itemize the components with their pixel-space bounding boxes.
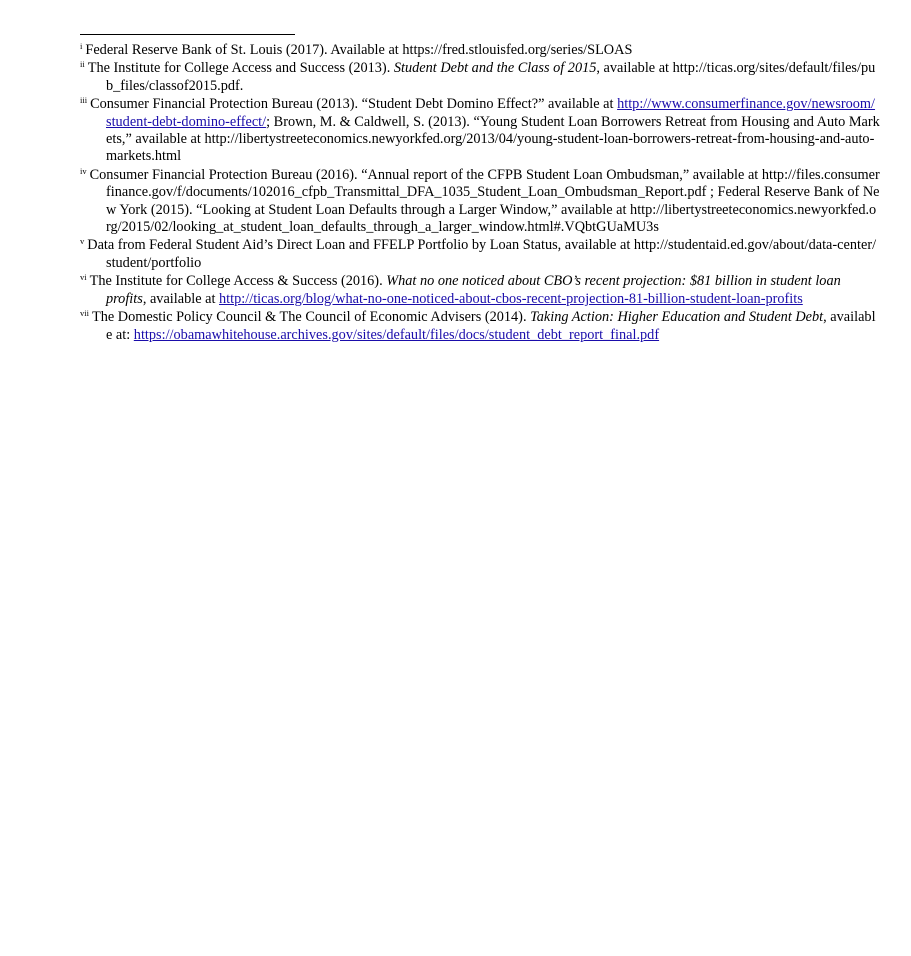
- footnote-text: , available at:: [106, 309, 876, 343]
- footnote-text: Data from Federal Student Aid’s Direct Loan and FFELP Portfolio by Loan Status, available at http://studentaid.ed.gov/about/data-center/student/portfolio: [87, 237, 877, 271]
- footnote-text: The Domestic Policy Council & The Council of Economic Advisers (2014).: [91, 309, 531, 326]
- footnote-marker: iv: [80, 165, 87, 176]
- footnote-ii: [80, 60, 880, 95]
- footnote-v: [80, 237, 880, 272]
- footnote-marker: vii: [80, 308, 89, 319]
- footnote-link[interactable]: http://www.consumerfinance.gov/newsroom/student-debt-domino-effect/: [106, 96, 876, 130]
- footnote-text: Consumer Financial Protection Bureau (2013). “Student Debt Domino Effect?” available at: [90, 96, 618, 113]
- footnote-marker: vi: [80, 272, 87, 283]
- footnote-text: The Institute for College Access & Success (2016).: [89, 273, 387, 290]
- footnote-text: The Institute for College Access and Success (2013).: [87, 60, 394, 77]
- footnote-text: Federal Reserve Bank of St. Louis (2017). Available at https://fred.stlouisfed.org/series/SLOAS: [85, 42, 633, 58]
- footnote-marker: v: [80, 236, 85, 247]
- footnote-text: , available at: [142, 290, 220, 307]
- footnote-marker: iii: [80, 95, 88, 106]
- footnote-title: Taking Action: Higher Education and Student Debt: [530, 309, 824, 326]
- footnote-marker: i: [80, 41, 83, 51]
- footnote-vii: [80, 309, 880, 344]
- footnote-vi: [80, 273, 880, 308]
- footnote-marker: ii: [80, 59, 85, 70]
- footnote-title: What no one noticed about CBO’s recent projection: $81 billion in student loan profits: [106, 273, 841, 307]
- footnote-text: Consumer Financial Protection Bureau (2016). “Annual report of the CFPB Student Loan Ombudsman,” available at http://files.consumerfinance.gov/f/documents/102016_cfpb_Transmittal_DFA_1035_Student_Loan_Ombudsman_Report.pdf ; Federal Reserve Bank of New York (2015). “Looking at Student Loan Defaults through a Larger Window,” available at http://libertystreeteconomics.newyorkfed.org/2015/02/looking_at_student_loan_defaults_through_a_larger_window.html#.VQbtGUaMU3s: [89, 166, 880, 236]
- footnote-text: , available at http://ticas.org/sites/default/files/pub_files/classof2015.pdf.: [106, 60, 876, 94]
- footnotes-list: [80, 42, 880, 344]
- footnote-title: Student Debt and the Class of 2015: [393, 60, 597, 77]
- footnote-i: [80, 42, 880, 59]
- footnote-iii: [80, 96, 880, 166]
- footnote-separator-rule: [80, 34, 295, 35]
- footnote-text: ; Brown, M. & Caldwell, S. (2013). “Young Student Loan Borrowers Retreat from Housing and Auto Markets,” available at http://libertystreeteconomics.newyorkfed.org/2013/04/young-student-loan-borrowers-retreat-from-housing-and-auto-markets.html: [106, 113, 880, 165]
- footnote-link[interactable]: https://obamawhitehouse.archives.gov/sites/default/files/docs/student_debt_report_final.pdf: [133, 326, 660, 343]
- footnote-iv: [80, 167, 880, 237]
- footnote-link[interactable]: http://ticas.org/blog/what-no-one-noticed-about-cbos-recent-projection-81-billion-student-loan-profits: [219, 290, 803, 307]
